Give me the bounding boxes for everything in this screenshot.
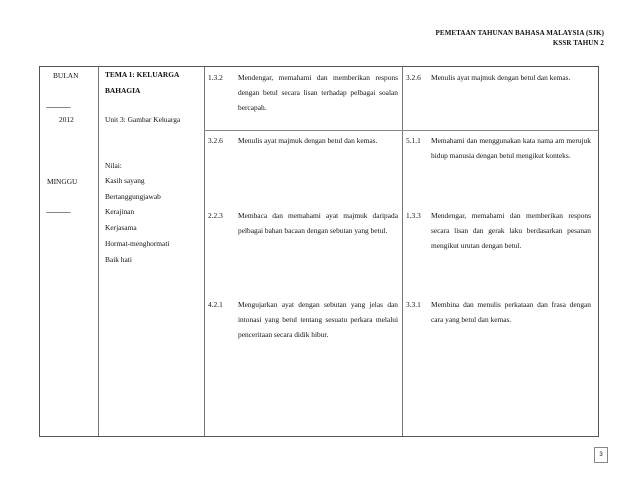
column-divider [98, 67, 99, 436]
value-item: Bertanggungjawab [105, 192, 161, 201]
standard-code: 1.3.3 [406, 211, 421, 220]
standard-text: Menulis ayat majmuk dengan betul dan kemas. [238, 136, 378, 145]
column-divider [402, 67, 403, 436]
standard-code: 3.2.6 [406, 73, 421, 82]
value-item: Hormat-menghormati [105, 239, 170, 248]
standard-text: Mengujarkan ayat dengan sebutan yang jelas dan intonasi yang betul tentang sesuatu perkara melalui penceritaan secara didik hibur. [238, 300, 398, 339]
minggu-label: MINGGU [47, 177, 78, 186]
standard-text: Mendengar, memahami dan memberikan respons dengan betul secara lisan terhadap pelbagai soalan bercapah. [238, 73, 398, 112]
unit-label: Unit 3: Gambar Keluarga [105, 115, 181, 124]
theme-title-cont: BAHAGIA [105, 86, 141, 95]
standard-text: Membina dan menulis perkataan dan frasa dengan cara yang betul dan kemas. [431, 300, 591, 324]
year-label: 2012 [59, 115, 74, 124]
value-item: Baik hati [105, 255, 132, 264]
standard-text: Membaca dan memahami ayat majmuk daripada pelbagai bahan bacaan dengan sebutan yang betul. [238, 211, 398, 235]
value-item: Kerajinan [105, 207, 135, 216]
week-blank-line: ------------------ [46, 208, 70, 216]
nilai-label: Nilai: [105, 161, 122, 170]
standard-text: Mendengar, memahami dan memberikan respons secara lisan dan gerak laku berdasarkan pesanan mengikut urutan dengan betul. [431, 211, 591, 250]
page-number: 3 [594, 447, 608, 463]
standard-code: 1.3.2 [208, 73, 223, 82]
bulan-label: BULAN [53, 71, 79, 80]
date-blank-line: ------------------ [46, 103, 70, 111]
row-divider [204, 130, 599, 131]
standard-code: 4.2.1 [208, 300, 223, 309]
header-subtitle: KSSR TAHUN 2 [552, 39, 604, 47]
header-title: PEMETAAN TAHUNAN BAHASA MALAYSIA (SJK) [435, 29, 604, 37]
standard-code: 5.1.1 [406, 136, 421, 145]
standard-code: 3.2.6 [208, 136, 223, 145]
standard-text: Memahami dan menggunakan kata nama am merujuk hidup manusia dengan betul mengikut konteks. [431, 136, 591, 160]
standard-code: 2.2.3 [208, 211, 223, 220]
column-divider [204, 67, 205, 436]
value-item: Kasih sayang [105, 176, 145, 185]
standard-code: 3.3.1 [406, 300, 421, 309]
annual-plan-table [39, 66, 599, 437]
theme-title: TEMA 1: KELUARGA [105, 70, 180, 79]
standard-text: Menulis ayat majmuk dengan betul dan kemas. [431, 73, 571, 82]
value-item: Kerjasama [105, 223, 137, 232]
